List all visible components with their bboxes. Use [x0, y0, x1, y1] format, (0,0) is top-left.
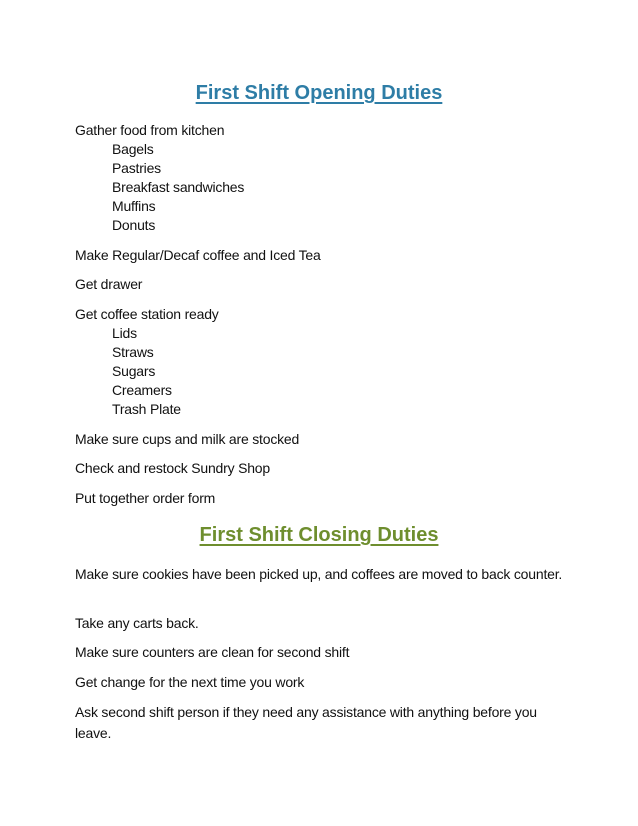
closing-duties-heading: First Shift Closing Duties: [199, 524, 439, 546]
make-coffee-item: Make Regular/Decaf coffee and Iced Tea: [75, 247, 321, 263]
coffee-station-item: Get coffee station ready: [75, 306, 219, 322]
gather-subitem-bagels: Bagels: [112, 141, 154, 157]
closing-item-cookies: Make sure cookies have been picked up, and coffees are moved to back counter.: [75, 566, 563, 582]
closing-item-counters: Make sure counters are clean for second shift: [75, 644, 350, 660]
closing-item-ask-second-shift: Ask second shift person if they need any assistance with anything before you leave.: [75, 704, 537, 741]
gather-subitem-breakfast-sandwiches: Breakfast sandwiches: [112, 179, 245, 195]
gather-subitem-muffins: Muffins: [112, 198, 156, 214]
station-subitem-trash-plate: Trash Plate: [112, 401, 181, 417]
get-drawer-item: Get drawer: [75, 276, 143, 292]
cups-milk-stocked-item: Make sure cups and milk are stocked: [75, 431, 300, 447]
sundry-shop-item: Check and restock Sundry Shop: [75, 460, 270, 476]
station-subitem-straws: Straws: [112, 344, 154, 360]
closing-item-change: Get change for the next time you work: [75, 674, 305, 690]
station-subitem-lids: Lids: [112, 325, 137, 341]
opening-duties-heading: First Shift Opening Duties: [195, 82, 443, 104]
order-form-item: Put together order form: [75, 490, 216, 506]
gather-subitem-donuts: Donuts: [112, 217, 156, 233]
station-subitem-creamers: Creamers: [112, 382, 172, 398]
gather-subitem-pastries: Pastries: [112, 160, 161, 176]
station-subitem-sugars: Sugars: [112, 363, 156, 379]
gather-food-item: Gather food from kitchen: [75, 122, 225, 138]
closing-item-carts: Take any carts back.: [75, 615, 199, 631]
